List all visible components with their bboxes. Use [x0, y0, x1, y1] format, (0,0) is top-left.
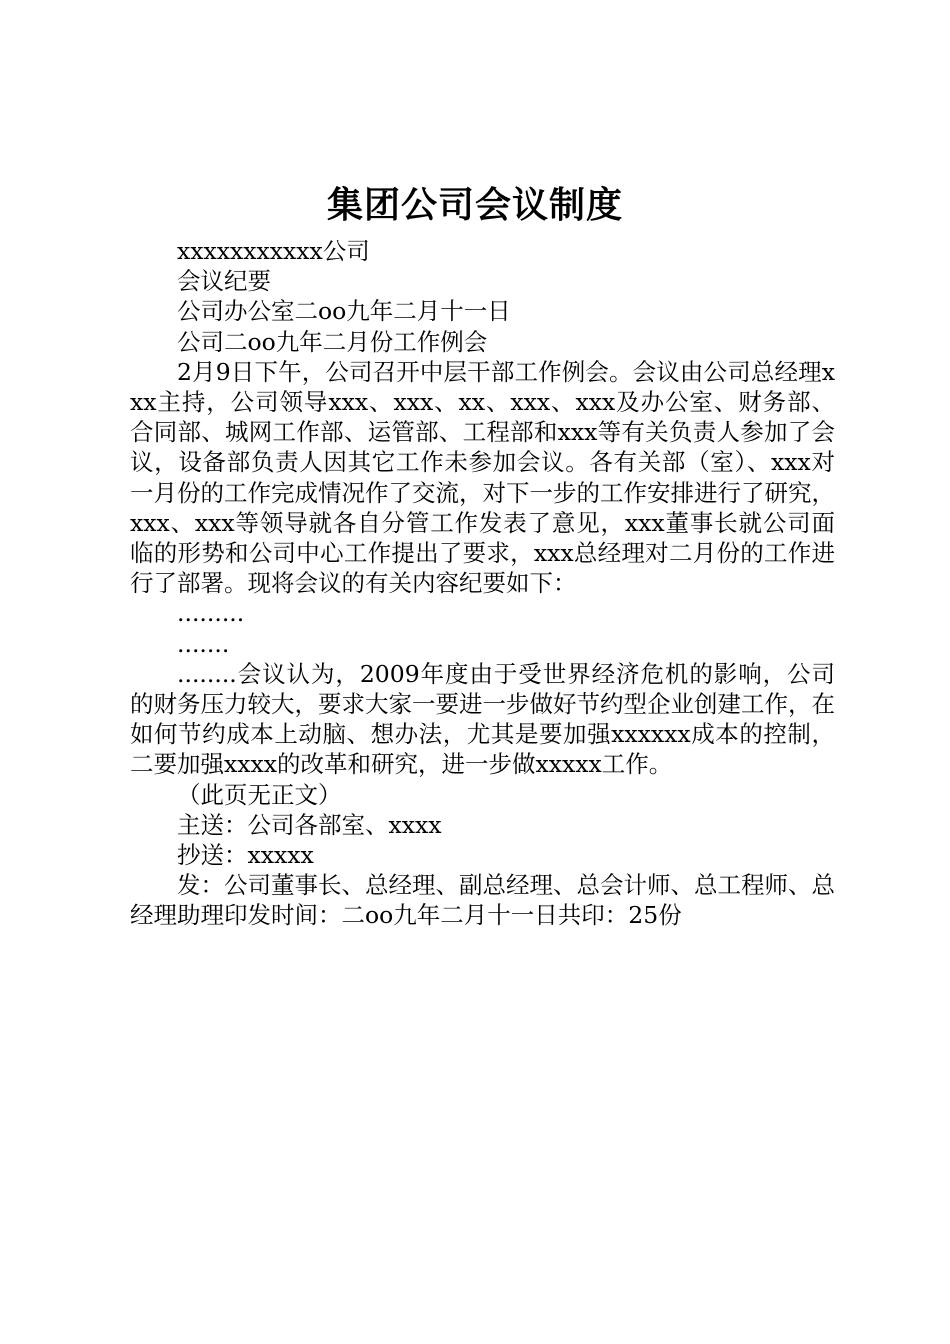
cc-recipients-line: 抄送：xxxxx [177, 841, 314, 870]
document-title: 集团公司会议制度 [326, 185, 623, 226]
ellipsis-line: ....... [177, 629, 230, 658]
distribution-line: 发：公司董事长、总经理、副总经理、总会计师、总工程师、总经理助理印发时间：二oo九年二月十一日共印：25份 [130, 871, 835, 930]
issuer-date-line: 公司办公室二oo九年二月十一日 [177, 297, 511, 326]
company-name-line: xxxxxxxxxxx公司 [177, 237, 370, 265]
meeting-conclusion-paragraph: ........会议认为，2009年度由于受世界经济危机的影响，公司的财务压力较大，要求大家一要进一步做好节约型企业创建工作，在如何节约成本上动脑、想办法，尤其是要加强xxxxxx成本的控制，二要加强xxxx的改革和研究，进一步做xxxxx工作。 [130, 659, 835, 779]
main-recipients-line: 主送：公司各部室、xxxx [177, 810, 442, 839]
ellipsis-line: ......... [177, 599, 245, 628]
no-body-note: （此页无正文） [177, 780, 342, 809]
meeting-summary-paragraph: 2月9日下午，公司召开中层干部工作例会。会议由公司总经理xxx主持，公司领导xxx、xxx、xx、xxx、xxx及办公室、财务部、合同部、城网工作部、运管部、工程部和xxx等有关负责人参加了会议，设备部负责人因其它工作未参加会议。各有关部（室）、xxx对一月份的工作完成情况作了交流，对下一步的工作安排进行了研究，xxx、xxx等领导就各自分管工作发表了意见，xxx董事长就公司面临的形势和公司中心工作提出了要求，xxx总经理对二月份的工作进行了部署。现将会议的有关内容纪要如下： [130, 357, 835, 598]
meeting-name-line: 公司二oo九年二月份工作例会 [177, 327, 488, 356]
document-body [130, 236, 835, 931]
minutes-label-line: 会议纪要 [177, 267, 271, 296]
